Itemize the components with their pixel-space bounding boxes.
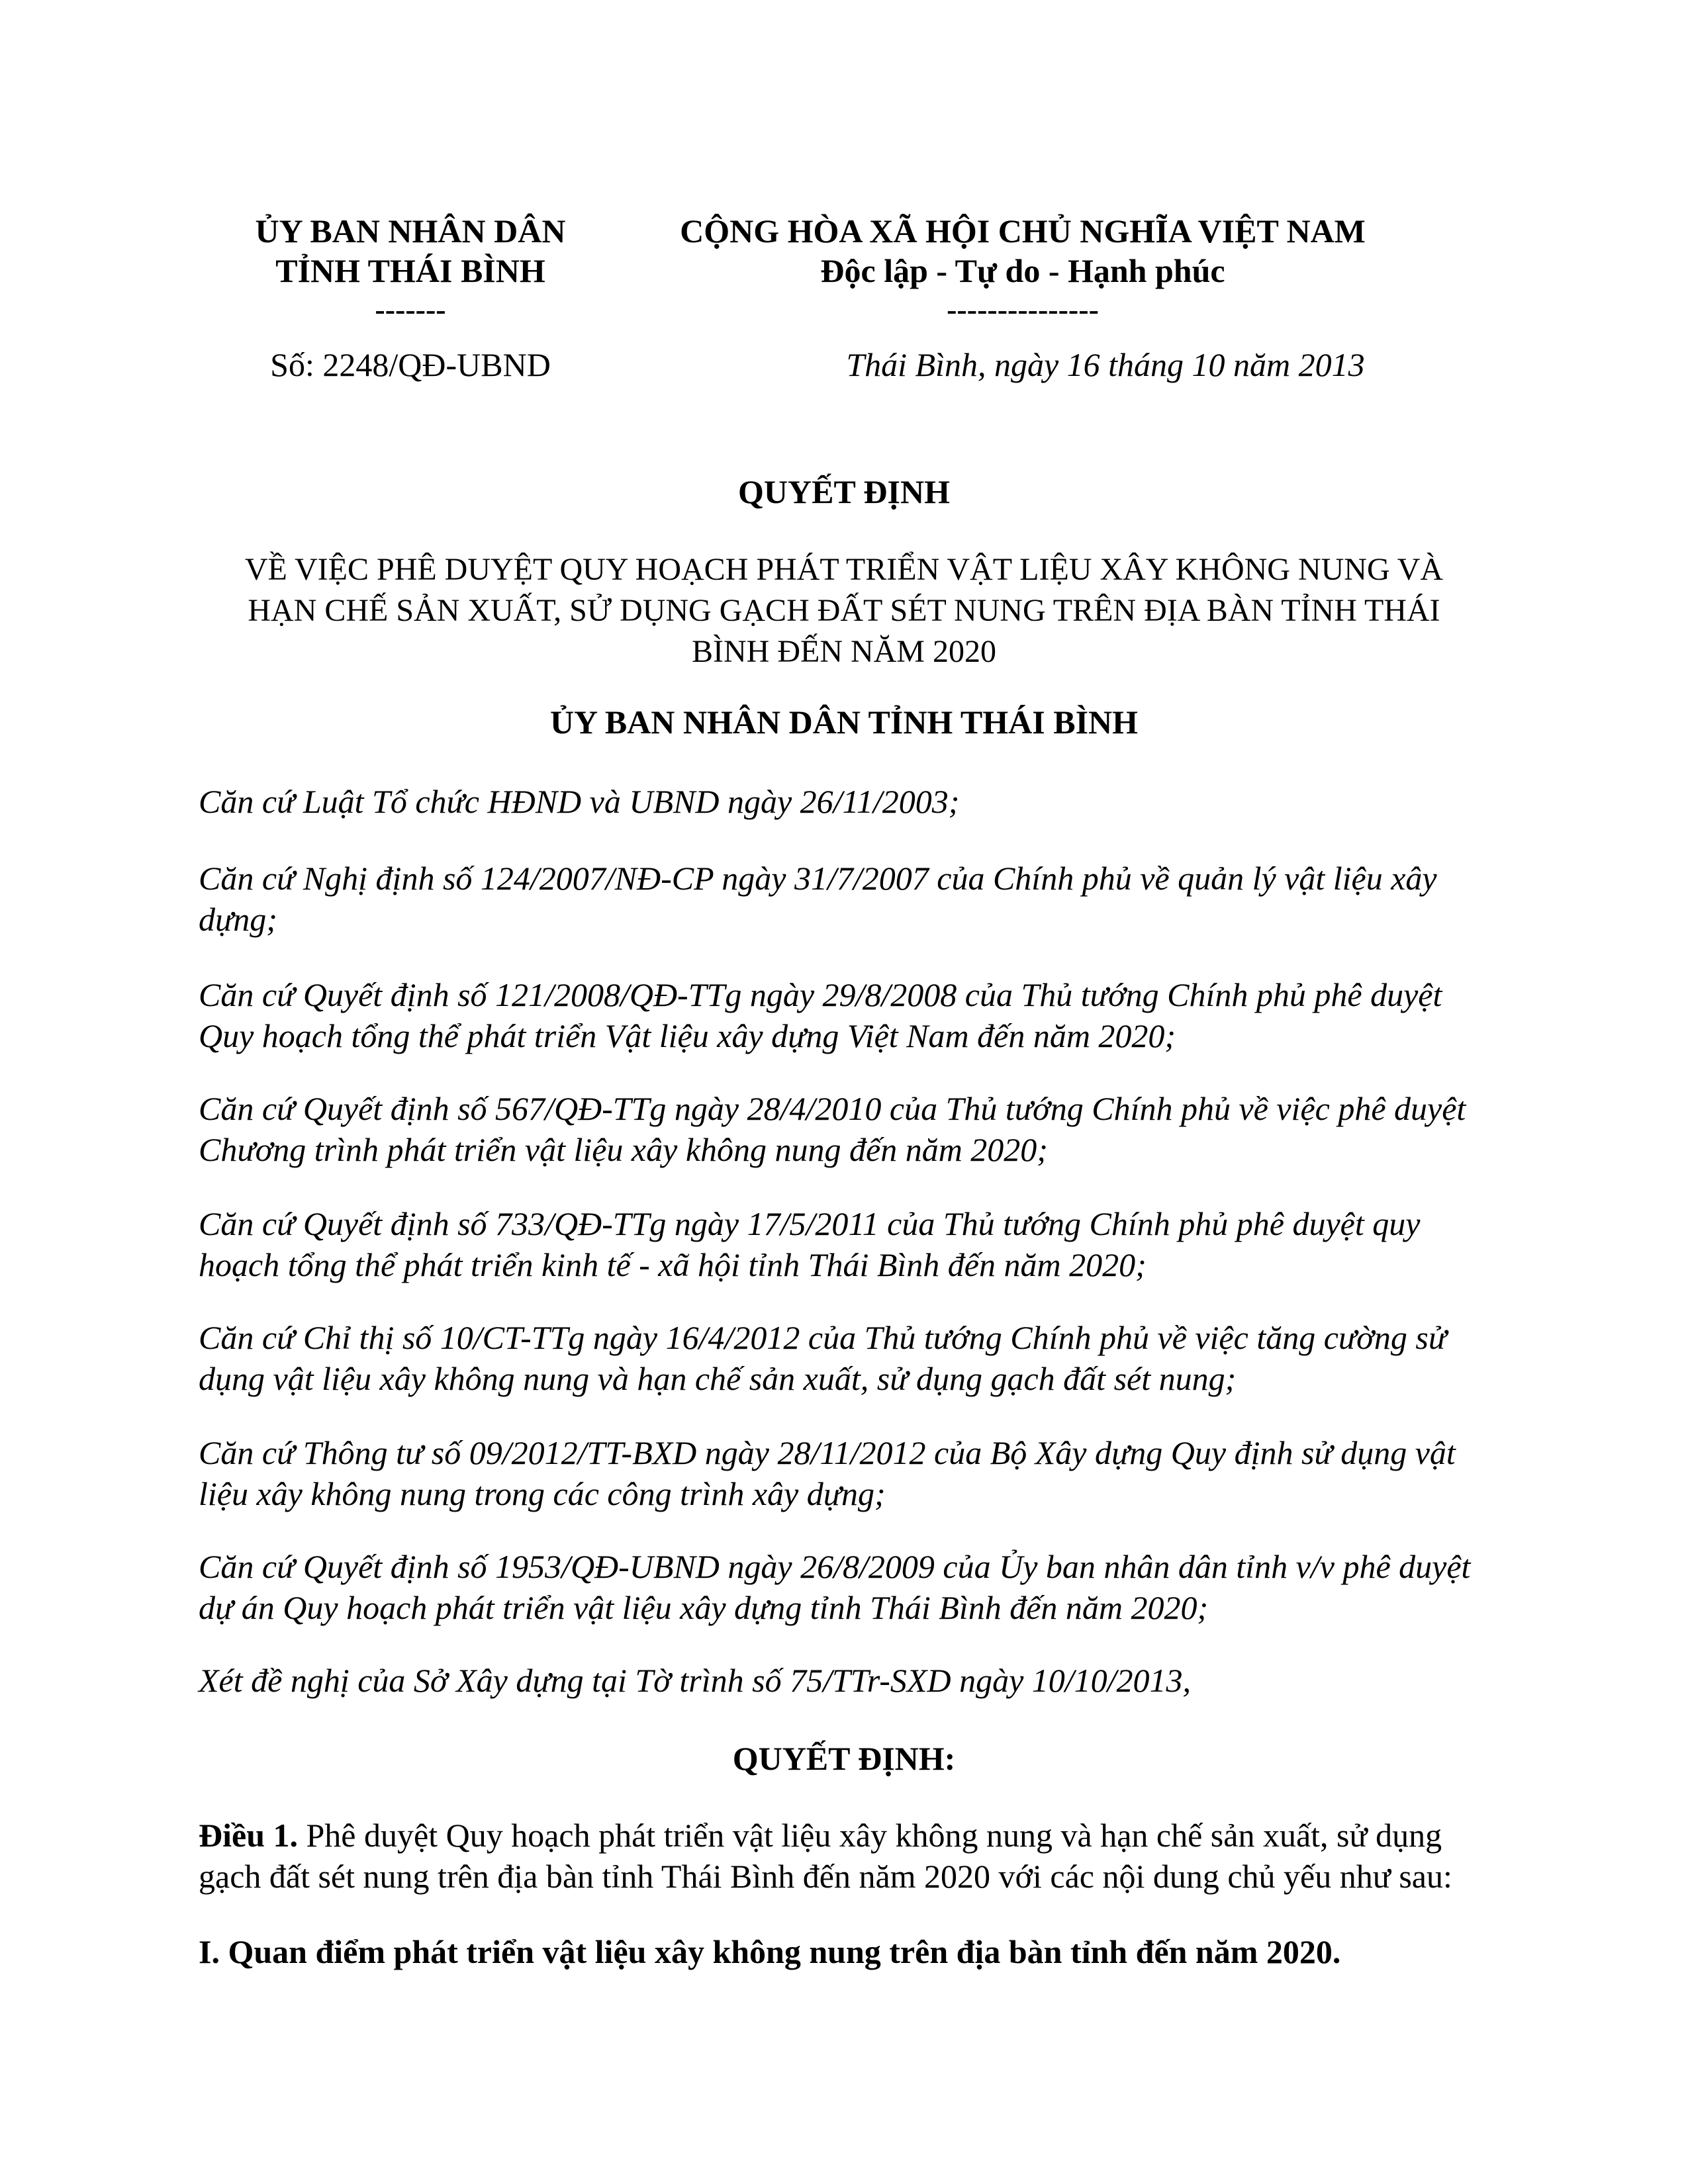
citation-2: Căn cứ Nghị định số 124/2007/NĐ-CP ngày 31/7/2007 của Chính phủ về quản lý vật liệu xây dựng; (199, 860, 1437, 938)
subject-line-3: BÌNH ĐẾN NĂM 2020 (692, 634, 996, 669)
citation-4: Căn cứ Quyết định số 567/QĐ-TTg ngày 28/4/2010 của Thủ tướng Chính phủ về việc phê duyệt Chương trình phát triển vật liệu xây không nung đến năm 2020; (199, 1090, 1466, 1168)
subject-line-1: VỀ VIỆC PHÊ DUYỆT QUY HOẠCH PHÁT TRIỂN VẬT LIỆU XÂY KHÔNG NUNG VÀ (244, 552, 1444, 587)
article-1-label: Điều 1. (199, 1817, 298, 1854)
issuer-line2: TỈNH THÁI BÌNH (275, 252, 545, 289)
issue-date: Thái Bình, ngày 16 tháng 10 năm 2013 (846, 346, 1365, 383)
citation-1: Căn cứ Luật Tổ chức HĐND và UBND ngày 26/11/2003; (199, 783, 960, 820)
decision-heading: QUYẾT ĐỊNH: (732, 1740, 956, 1777)
citation-3: Căn cứ Quyết định số 121/2008/QĐ-TTg ngày 29/8/2008 của Thủ tướng Chính phủ phê duyệt Quy hoạch tổng thể phát triển Vật liệu xây dựng Việt Nam đến năm 2020; (199, 976, 1442, 1054)
document-type-heading: QUYẾT ĐỊNH (738, 473, 950, 510)
citation-5: Căn cứ Quyết định số 733/QĐ-TTg ngày 17/5/2011 của Thủ tướng Chính phủ phê duyệt quy hoạch tổng thể phát triển kinh tế - xã hội tỉnh Thái Bình đến năm 2020; (199, 1205, 1421, 1283)
national-motto: Độc lập - Tự do - Hạnh phúc (820, 252, 1225, 289)
article-1 (199, 1815, 1489, 1897)
section-1-heading: I. Quan điểm phát triển vật liệu xây không nung trên địa bàn tỉnh đến năm 2020. (199, 1933, 1341, 1970)
issuing-authority: ỦY BAN NHÂN DÂN TỈNH THÁI BÌNH (549, 704, 1139, 741)
citation-7: Căn cứ Thông tư số 09/2012/TT-BXD ngày 28/11/2012 của Bộ Xây dựng Quy định sử dụng vật liệu xây không nung trong các công trình xây dựng; (199, 1434, 1456, 1512)
issuer-divider: ------- (375, 293, 446, 326)
subject-line-2: HẠN CHẾ SẢN XUẤT, SỬ DỤNG GẠCH ĐẤT SÉT NUNG TRÊN ĐỊA BÀN TỈNH THÁI (248, 593, 1440, 628)
citation-6: Căn cứ Chỉ thị số 10/CT-TTg ngày 16/4/2012 của Thủ tướng Chính phủ về việc tăng cường sử dụng vật liệu xây không nung và hạn chế sản xuất, sử dụng gạch đất sét nung; (199, 1319, 1447, 1397)
issuer-line1: ỦY BAN NHÂN DÂN (255, 212, 566, 250)
national-title: CỘNG HÒA XÃ HỘI CHỦ NGHĨA VIỆT NAM (680, 212, 1366, 250)
article-1-text: Phê duyệt Quy hoạch phát triển vật liệu xây không nung và hạn chế sản xuất, sử dụng gạch đất sét nung trên địa bàn tỉnh Thái Bình đến năm 2020 với các nội dung chủ yếu như sau: (199, 1817, 1452, 1895)
motto-divider: --------------- (947, 293, 1099, 326)
document-number: Số: 2248/QĐ-UBND (270, 346, 551, 383)
citation-9: Xét đề nghị của Sở Xây dựng tại Tờ trình số 75/TTr-SXD ngày 10/10/2013, (199, 1662, 1192, 1699)
citation-8: Căn cứ Quyết định số 1953/QĐ-UBND ngày 26/8/2009 của Ủy ban nhân dân tỉnh v/v phê duyệt dự án Quy hoạch phát triển vật liệu xây dựng tỉnh Thái Bình đến năm 2020; (199, 1548, 1471, 1626)
